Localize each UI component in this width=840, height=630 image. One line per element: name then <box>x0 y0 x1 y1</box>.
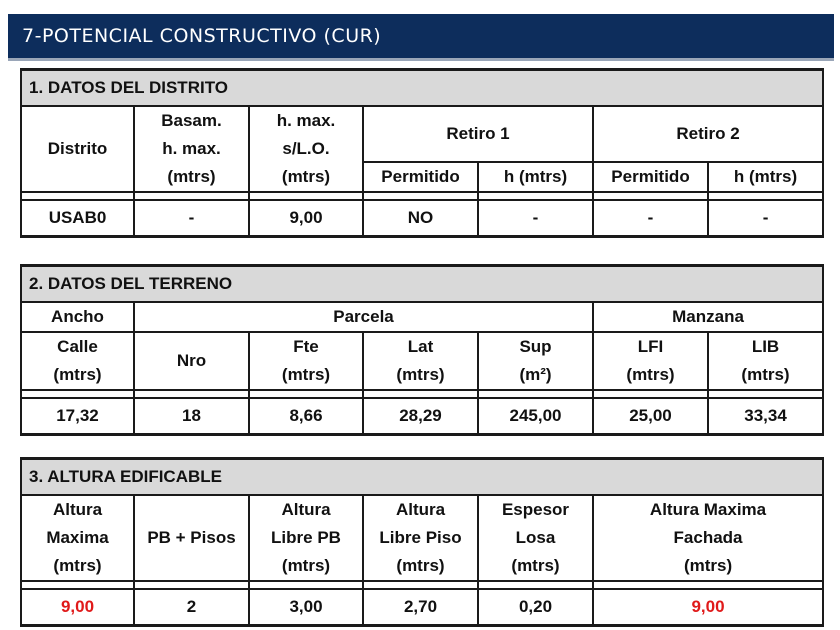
header-altura-maxima <box>21 495 134 581</box>
value-r2-h: - <box>708 200 823 237</box>
header-line: Fte <box>293 337 319 356</box>
value-lib: 33,34 <box>708 398 823 435</box>
header-retiro-2: Retiro 2 <box>593 106 823 162</box>
datos-distrito-table <box>20 68 824 238</box>
spacer <box>21 581 134 589</box>
spacer <box>249 192 363 200</box>
spacer <box>134 390 249 398</box>
header-line: Altura <box>395 500 446 519</box>
header-line: Fachada <box>673 528 743 547</box>
spacer <box>21 192 134 200</box>
header-r1-h: h (mtrs) <box>478 162 593 192</box>
value-espesor-losa: 0,20 <box>478 589 593 626</box>
header-ancho: Ancho <box>21 302 134 332</box>
spacer <box>363 192 478 200</box>
header-r2-h: h (mtrs) <box>708 162 823 192</box>
section-title: 3. ALTURA EDIFICABLE <box>21 459 823 496</box>
datos-terreno-table <box>20 264 824 436</box>
header-lib <box>708 332 823 390</box>
spacer <box>708 192 823 200</box>
header-lfi <box>593 332 708 390</box>
value-ancho: 17,32 <box>21 398 134 435</box>
spacer <box>134 581 249 589</box>
value-pb-pisos: 2 <box>134 589 249 626</box>
header-r1-permitido: Permitido <box>363 162 478 192</box>
header-line: (mtrs) <box>53 556 102 575</box>
value-r1-permitido: NO <box>363 200 478 237</box>
header-line: Altura Maxima <box>649 500 767 519</box>
header-line: (mtrs) <box>626 365 675 384</box>
header-line: (mtrs) <box>511 556 560 575</box>
header-line: Espesor <box>501 500 570 519</box>
value-hmax: 9,00 <box>249 200 363 237</box>
spacer <box>363 390 478 398</box>
header-libre-piso <box>363 495 478 581</box>
section-title: 1. DATOS DEL DISTRITO <box>21 70 823 107</box>
value-r2-permitido: - <box>593 200 708 237</box>
spacer <box>593 192 708 200</box>
header-line: (mtrs) <box>53 365 102 384</box>
header-line: Altura <box>281 500 331 519</box>
header-line: Calle <box>57 337 98 356</box>
header-line: (mtrs) <box>741 365 790 384</box>
header-line: (mtrs) <box>167 167 216 186</box>
spacer <box>478 390 593 398</box>
spacer <box>363 581 478 589</box>
header-hmax <box>249 106 363 192</box>
header-calle <box>21 332 134 390</box>
header-line: h. max. <box>162 139 221 158</box>
header-espesor-losa <box>478 495 593 581</box>
value-r1-h: - <box>478 200 593 237</box>
altura-edificable-table <box>20 457 824 627</box>
header-line: Altura <box>52 500 103 519</box>
header-line: Libre Piso <box>379 528 462 547</box>
header-line: Basam. <box>161 111 222 130</box>
header-line: (mtrs) <box>683 556 733 575</box>
value-lat: 28,29 <box>363 398 478 435</box>
header-line: LIB <box>751 337 780 356</box>
header-line: (mtrs) <box>281 365 331 384</box>
header-parcela: Parcela <box>134 302 593 332</box>
spacer <box>478 581 593 589</box>
header-line: Maxima <box>46 528 109 547</box>
header-pb-pisos: PB + Pisos <box>134 495 249 581</box>
value-libre-pb: 3,00 <box>249 589 363 626</box>
spacer <box>134 192 249 200</box>
header-line: s/L.O. <box>282 139 330 158</box>
value-lfi: 25,00 <box>593 398 708 435</box>
header-basam <box>134 106 249 192</box>
section-banner: 7-POTENCIAL CONSTRUCTIVO (CUR) <box>8 14 834 58</box>
header-fte <box>249 332 363 390</box>
header-distrito: Distrito <box>21 106 134 192</box>
header-line: (mtrs) <box>396 365 445 384</box>
value-sup: 245,00 <box>478 398 593 435</box>
header-retiro-1: Retiro 1 <box>363 106 593 162</box>
value-distrito: USAB0 <box>21 200 134 237</box>
spacer <box>21 390 134 398</box>
value-basam: - <box>134 200 249 237</box>
header-line: Lat <box>407 337 434 356</box>
spacer <box>249 581 363 589</box>
header-line: Libre PB <box>271 528 341 547</box>
spacer <box>593 390 708 398</box>
header-line: Losa <box>515 528 556 547</box>
spacer <box>593 581 823 589</box>
header-nro: Nro <box>134 332 249 390</box>
header-sup <box>478 332 593 390</box>
section-title: 2. DATOS DEL TERRENO <box>21 266 823 303</box>
spacer <box>478 192 593 200</box>
spacer <box>249 390 363 398</box>
value-libre-piso: 2,70 <box>363 589 478 626</box>
header-manzana: Manzana <box>593 302 823 332</box>
value-altura-fachada: 9,00 <box>593 589 823 626</box>
header-line: (mtrs) <box>281 167 331 186</box>
header-line: Sup <box>519 337 552 356</box>
value-fte: 8,66 <box>249 398 363 435</box>
header-line: (mtrs) <box>281 556 331 575</box>
header-r2-permitido: Permitido <box>593 162 708 192</box>
banner-divider <box>8 58 834 61</box>
header-line: (m²) <box>519 365 552 384</box>
value-nro: 18 <box>134 398 249 435</box>
header-altura-fachada <box>593 495 823 581</box>
header-lat <box>363 332 478 390</box>
header-line: h. max. <box>276 111 336 130</box>
spacer <box>708 390 823 398</box>
header-libre-pb <box>249 495 363 581</box>
header-line: LFI <box>637 337 664 356</box>
header-line: (mtrs) <box>396 556 445 575</box>
value-altura-maxima: 9,00 <box>21 589 134 626</box>
